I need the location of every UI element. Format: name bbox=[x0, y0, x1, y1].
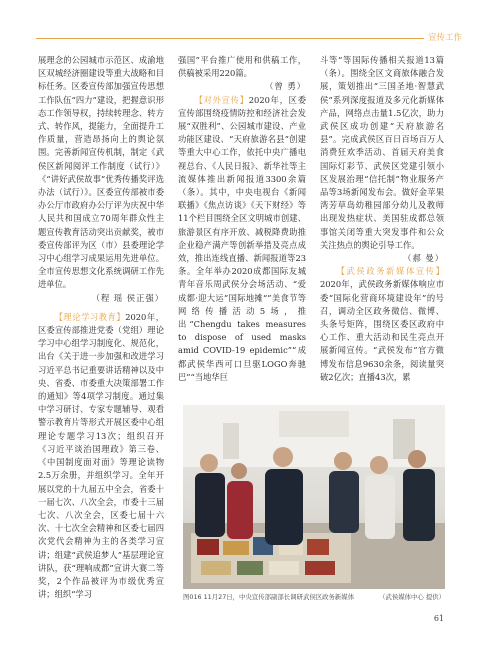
paragraph-body: 2020年，区委宣传部围绕疫情防控和经济社会发展“双胜利”、公园城市建设、产业功能区建设、“天府旅游名县”创建等重大中心工作，依托中央广播电视总台、《人民日报》、新华社等主流媒体推出新闻报道3300余篇（条）。其中，中央电视台《新闻联播》《焦点访谈》《天下财经》等11个栏目围绕全区文明城市创建、旅游景区有序开放、减税降费助推企业稳产满产等创新举措及亮点成效，推出连线直播、新闻报道等23条。全年举办2020成都国际友城青年音乐周武侯分会场活动、“爱成都·迎大运”国际地摊“”美食节等网络传播活动5场，推出“Chengdu takes measures to dispose of used masks amid COVID-19 epidemic”“成都武侯华西可口旦驱LOGO奔驰巴”“当地华巨 bbox=[178, 94, 306, 382]
paragraph-body: 2020年，区委宣传部推进党委（党组）理论学习中心组学习制度化、规范化，出台《关于进一步加强和改进学习习近平总书记重要讲话精神以及中央、省委、市委重大决策部署工作的通知》等4项学习制度。通过集中学习研讨、专家专题辅导、观看警示教育片等形式开展区委中心组理论专题学习13次；组织召开《习近平谈治国理政》第三卷、《中国制度面对面》等理论读物2.5万余册，并组织学习。全年开展以党的十九届五中全会，省委十一届七次、八次全会，市委十三届七次、八次全会，区委七届十六次、十七次全会精神和区委七届四次党代会精神为主的各类学习宣讲；组建“武侯追梦人”基层理论宣讲队，获“理响成都”宣讲大赛二等奖，2个作品被评为市级优秀宣讲；组织“学习 bbox=[38, 311, 164, 600]
signature: （程 瑶 侯正强） bbox=[91, 292, 164, 303]
section-tag: 【武侯政务新媒体宣传】 bbox=[336, 266, 444, 277]
paragraph bbox=[178, 94, 306, 384]
caption-credit: （武侯媒体中心 提供） bbox=[379, 593, 445, 601]
running-header bbox=[0, 30, 480, 44]
paragraph: 斗等”等国际传播相关报道13篇（条）。围绕全区文商旅体融合发展，策划推出“三国圣地·智慧武侯”系列深度报道及多元化新媒体产品，网络点击量1.5亿次，助力武侯区成功创建“天府旅游名县”。完成武侯区百日百场百万人消费狂欢季活动、首届天府美食国际灯彩节、武侯区党建引领小区发展治理“信托制”物业服务产品等3场新闻发布会。做好金苹果湾芳草岛幼稚园部分幼儿及教师出现发热症状、美国驻成都总领事馆关闭等重大突发事件和公众关注热点的舆论引导工作。 bbox=[320, 55, 444, 250]
signature: （郝 曼） bbox=[403, 253, 444, 264]
column-2 bbox=[178, 54, 306, 384]
section-tag: 【对外宣传】 bbox=[194, 94, 249, 105]
signature: （曾 勇） bbox=[265, 81, 306, 92]
caption-text: 图016 11月27日，中央宣传部副部长调研武侯区政务新媒体 bbox=[183, 593, 355, 601]
event-photo bbox=[183, 405, 445, 589]
column-3 bbox=[320, 54, 444, 384]
page-number: 61 bbox=[433, 614, 444, 623]
photo-illustration bbox=[183, 405, 445, 589]
paragraph-body: 2020年，武侯政务新媒体响应市委“国际化营商环境建设年”的号召，调动全区政务微信、微博、头条号矩阵，围绕区委区政府中心工作、重大活动和民生亮点开展新闻宣传。“武侯发布”官方微博发布信息9630余条，阅读量突破2亿次；直播43次，累 bbox=[320, 279, 444, 382]
paragraph: 强国”平台推广使用和供稿工作，供稿被采用220篇。 bbox=[178, 55, 306, 79]
figure-caption bbox=[183, 592, 445, 601]
header-rule bbox=[36, 38, 426, 39]
section-tag: 【理论学习教育】 bbox=[54, 311, 126, 322]
paragraph bbox=[320, 265, 444, 384]
paragraph: 展理念的公园城市示范区、成渝地区双城经济圈建设等重大战略和目标任务。区委宣传部加强宣传思想工作队伍“四力”建设，把握意识形态工作领导权，持续转理念、转方式、转作风，提能力，全面提升工作质量，营造昂扬向上的舆论氛围。完善新闻宣传机制，制定《武侯区新闻阅评工作制度（试行）》《“讲好武侯故事”优秀传播奖评选办法（试行）》。区委宣传部被市委办公厅市政府办公厅评为庆祝中华人民共和国成立70周年群众性主题宣传教育活动突出贡献奖，被市委宣传部评为区（市）县委理论学习中心组学习成果运用先进单位。全市宣传思想文化系统调研工作先进单位。 bbox=[38, 55, 164, 290]
paragraph bbox=[38, 311, 164, 601]
column-1 bbox=[38, 54, 164, 601]
section-label: 宣传工作 bbox=[424, 31, 462, 43]
